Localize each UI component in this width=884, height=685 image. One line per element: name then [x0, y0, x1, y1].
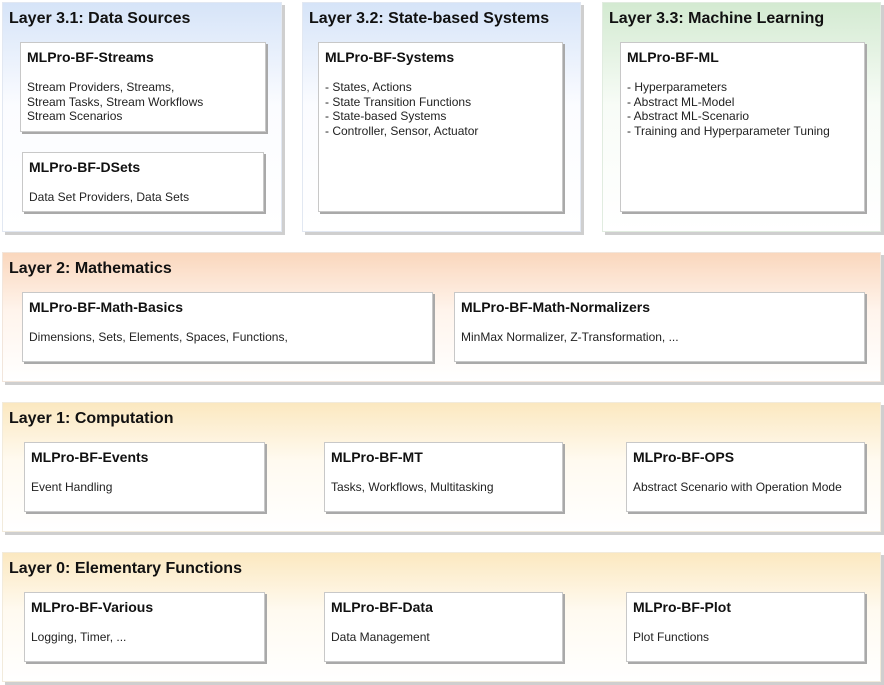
module-title: MLPro-BF-Systems [325, 49, 455, 65]
module-dsets [22, 152, 264, 212]
description-line: Stream Scenarios [27, 109, 123, 123]
module-ops [626, 442, 865, 512]
module-description [31, 630, 126, 645]
description-line: - Controller, Sensor, Actuator [325, 123, 479, 138]
description-line: Plot Functions [633, 630, 710, 644]
description-line: - Training and Hyperparameter Tuning [627, 123, 830, 138]
layer-title: Layer 2: Mathematics [9, 260, 172, 277]
layer-3-2-state-based-systems [302, 2, 581, 232]
module-title: MLPro-BF-DSets [29, 159, 141, 175]
description-line: - State-based Systems [325, 109, 447, 123]
description-line: - Abstract ML-Model [627, 94, 735, 109]
description-line: - Abstract ML-Scenario [627, 109, 750, 123]
layer-1-computation [2, 402, 881, 532]
module-description [29, 330, 288, 345]
module-title: MLPro-BF-Plot [633, 599, 731, 615]
module-title: MLPro-BF-MT [331, 449, 423, 465]
layer-2-mathematics [2, 252, 881, 382]
layer-3-1-data-sources [2, 2, 282, 232]
module-title: MLPro-BF-Data [331, 599, 433, 615]
layer-3-3-machine-learning [602, 2, 881, 232]
module-description [633, 480, 842, 495]
module-mt [324, 442, 563, 512]
description-line: Tasks, Workflows, Multitasking [331, 480, 494, 494]
description-line: Stream Tasks, Stream Workflows [27, 94, 204, 109]
description-line: Stream Providers, Streams, [27, 80, 175, 94]
module-title: MLPro-BF-OPS [633, 449, 735, 465]
description-line: Dimensions, Sets, Elements, Spaces, Functions, [29, 330, 288, 344]
layer-title: Layer 0: Elementary Functions [9, 560, 242, 577]
layer-0-elementary-functions [2, 552, 881, 682]
module-description [27, 80, 203, 124]
module-title: MLPro-BF-Math-Normalizers [461, 299, 651, 315]
module-data [324, 592, 563, 662]
description-line: Logging, Timer, ... [31, 630, 127, 644]
description-line: Event Handling [31, 480, 113, 494]
module-description [331, 480, 494, 495]
module-title: MLPro-BF-ML [627, 49, 719, 65]
module-systems [318, 42, 563, 212]
module-math-normalizers [454, 292, 865, 362]
module-description [31, 480, 112, 495]
module-math-basics [22, 292, 433, 362]
module-description [29, 190, 189, 205]
layer-title: Layer 1: Computation [9, 410, 174, 427]
module-title: MLPro-BF-Math-Basics [29, 299, 184, 315]
module-title: MLPro-BF-Various [31, 599, 154, 615]
description-line: - States, Actions [325, 80, 412, 94]
description-line: Data Set Providers, Data Sets [29, 190, 190, 204]
description-line: Data Management [331, 630, 430, 644]
layer-title: Layer 3.2: State-based Systems [309, 10, 550, 27]
description-line: - State Transition Functions [325, 94, 472, 109]
module-description [627, 80, 830, 138]
module-description [633, 630, 709, 645]
module-title: MLPro-BF-Events [31, 449, 149, 465]
module-streams [20, 42, 266, 132]
module-description [461, 330, 679, 345]
module-events [24, 442, 265, 512]
module-title: MLPro-BF-Streams [27, 49, 154, 65]
layer-title: Layer 3.3: Machine Learning [609, 10, 825, 27]
module-ml [620, 42, 865, 212]
module-plot [626, 592, 865, 662]
module-description [331, 630, 430, 645]
description-line: - Hyperparameters [627, 80, 728, 94]
module-various [24, 592, 265, 662]
module-description [325, 80, 478, 138]
layer-title: Layer 3.1: Data Sources [9, 10, 191, 27]
description-line: Abstract Scenario with Operation Mode [633, 480, 842, 494]
description-line: MinMax Normalizer, Z-Transformation, ... [461, 330, 679, 344]
